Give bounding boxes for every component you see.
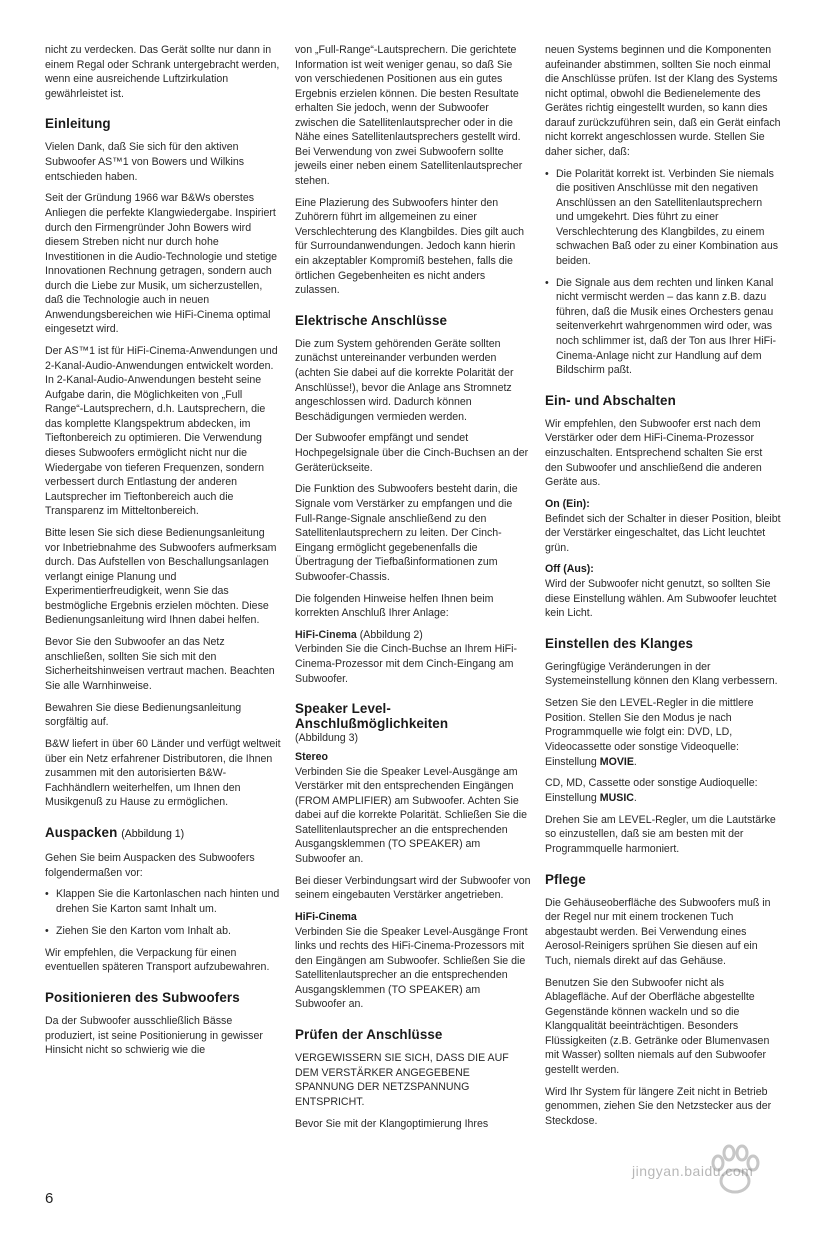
mode-movie: MOVIE — [599, 755, 634, 768]
list-item: • Die Polarität korrekt ist. Verbinden Sie niemals die positiven Anschlüsse mit den negativen Anschlüssen an den Satellitenlautsprechern und umgekehrt. Dies führt zu einer Verschlechterung des Klangbildes, zu einem schwachen Baß oder zu einer Kombination aus beiden. — [545, 167, 781, 269]
subheading-label: HiFi-Cinema — [295, 628, 357, 641]
heading-auspacken — [45, 825, 281, 842]
paragraph: Bevor Sie mit der Klangoptimierung Ihres — [295, 1117, 489, 1130]
paragraph — [545, 776, 781, 805]
paragraph: Verbinden Sie die Speaker Level-Ausgänge Front links und rechts des HiFi-Cinema-Prozessors mit den Eingängen am Subwoofer. Schließen Sie die Satellitenlautsprecher an die entsprechenden Ausgangsklemmen (TO SPEAKER) am Subwoofer an. — [295, 925, 528, 1011]
text: Setzen Sie den LEVEL-Regler in die mittlere Position. Stellen Sie den Modus je nach Programmquelle wie folgt ein: DVD, LD, Videocassette oder sonstige Videoquelle: Einstellung — [545, 697, 754, 768]
paragraph: Wir empfehlen, die Verpackung für einen eventuellen späteren Transport aufzubewahren. — [45, 946, 270, 974]
column-1 — [45, 43, 281, 1065]
paragraph: Bewahren Sie diese Bedienungsanleitung sorgfältig auf. — [45, 701, 242, 729]
heading-pflege: Pflege — [545, 871, 586, 887]
paragraph: nicht zu verdecken. Das Gerät sollte nur dann in einem Regal oder Schrank untergebracht werden, wenn eine ausreichende Luftzirkulation gewährleistet ist. — [45, 44, 280, 100]
subheading-hifi-cinema: HiFi-Cinema — [295, 911, 357, 924]
paragraph: von „Full-Range“-Lautsprechern. Die gerichtete Information ist weit weniger genau, so daß Sie von verschiedenen Positionen aus ein gutes Ergebnis erzielen können. Die besten Resultate erhalten Sie jedoch, wenn der Subwoofer zwischen die Satellitenlautsprecher oder in die Nähe eines Satellitenlautsprechers gestellt wird. Bei Verwendung von zwei Subwoofern sollte jeweils einer neben einem Satellitenlautsprecher stehen. — [295, 44, 523, 187]
paragraph: Wird Ihr System für längere Zeit nicht in Betrieb genommen, ziehen Sie den Netzstecker aus der Steckdose. — [545, 1085, 772, 1127]
paragraph: Bei dieser Verbindungsart wird der Subwoofer von seinem eingebauten Verstärker angetrieben. — [295, 874, 531, 902]
bullet-list — [45, 887, 281, 938]
paragraph: Seit der Gründung 1966 war B&Ws oberstes Anliegen die perfekte Klangwiedergabe. Inspiriert durch den Firmengründer John Bowers wird diesem Streben nicht nur durch hohe Investitionen in die Audio-Technologie und stetige Innovationen Rechnung getragen, sondern auch durch die Liebe zur Musik, um sicherzustellen, daß die Technologie auch in neuen Anwendungsbereichen wie HiFi-Cinema optimal eingesetzt wird. — [45, 192, 278, 336]
watermark-text: jingyan.baidu.com — [632, 1163, 754, 1179]
paragraph: Verbinden Sie die Cinch-Buchse an Ihrem HiFi-Cinema-Prozessor mit dem Cinch-Eingang am Subwoofer. — [295, 643, 517, 685]
heading-positionieren: Positionieren des Subwoofers — [45, 990, 240, 1006]
bullet-list — [545, 167, 781, 378]
figure-ref: (Abbildung 2) — [359, 628, 423, 641]
text: CD, MD, Cassette oder sonstige Audioquelle: Einstellung — [545, 777, 758, 804]
list-item: • Die Signale aus dem rechten und linken Kanal nicht vermischt werden – das kann z.B. dazu führen, daß die Musik eines Orchesters genau seitenverkehrt wahrgenommen wird oder, was noch schlimmer ist, daß der Ton aus Ihrer HiFi-Cinema-Anlage nicht zur Handlung auf dem Bildschirm paßt. — [545, 276, 781, 378]
text: . — [633, 755, 637, 768]
figure-ref: (Abbildung 3) — [295, 732, 359, 745]
subheading-on: On (Ein): — [545, 497, 590, 510]
paragraph: Die zum System gehörenden Geräte sollten zunächst untereinander verbunden werden (achten Sie dabei auf die korrekte Polarität der Anschlüsse!), bevor die Anlage ans Stromnetz angeschlossen wird. Dadurch können Beschädigungen vermieden werden. — [295, 337, 514, 423]
paragraph: Die Funktion des Subwoofers besteht darin, die Signale vom Verstärker zu empfangen und die Full-Range-Signale anschließend zu den Satellitenlautsprechern zu leiten. Der Cinch-Eingang ermöglicht gegebenenfalls die Übertragung der Tiefbaßinformationen zum Subwoofer-Chassis. — [295, 483, 518, 583]
paragraph — [545, 696, 781, 769]
paragraph: Wird der Subwoofer nicht genutzt, so sollten Sie diese Einstellung wählen. Am Subwoofer leuchtet kein Licht. — [545, 577, 777, 620]
text: . — [633, 791, 637, 804]
column-3 — [545, 43, 781, 1136]
page-number: 6 — [45, 1190, 54, 1207]
paragraph: Eine Plazierung des Subwoofers hinter den Zuhörern führt im allgemeinen zu einer Verschlechterung des Klangbildes. Dies gilt auch für Surroundanwendungen. Jedoch kann hierin ein akzeptabler Kompromiß bestehen, falls die örtlichen Gegebenheiten es nicht anders zulassen. — [295, 196, 525, 297]
heading-text: Auspacken — [45, 825, 118, 841]
paragraph: neuen Systems beginnen und die Komponenten aufeinander abstimmen, sollten Sie noch einmal die Anschlüsse prüfen. Ist der Klang des Systems nicht optimal, obwohl die Bedienelemente des Gerätes richtig eingestellt wurden, so kann dies darauf zurückzuführen sein, daß ein Gerät einfach nicht korrekt angeschlossen wurde. Stellen Sie daher sicher, daß: — [545, 44, 781, 158]
figure-ref: (Abbildung 1) — [121, 828, 185, 841]
subheading-off: Off (Aus): — [545, 563, 594, 576]
paragraph: Gehen Sie beim Auspacken des Subwoofers folgendermaßen vor: — [45, 852, 255, 879]
column-2 — [295, 43, 531, 1138]
heading-elektrische-anschluesse: Elektrische Anschlüsse — [295, 312, 448, 328]
list-item: • Ziehen Sie den Karton vom Inhalt ab. — [45, 924, 281, 939]
paragraph: Bitte lesen Sie sich diese Bedienungsanleitung vor Inbetriebnahme des Subwoofers aufmerksam durch. Das Aufstellen von Beschallungsanlagen verlangt einige Planung und Experimentierfreudigkeit, wenn Sie das bestmögliche Ergebnis erzielen möchten. Diese Bedienungsanleitung wird Ihnen dabei helfen. — [45, 527, 277, 627]
heading-pruefen: Prüfen der Anschlüsse — [295, 1027, 443, 1043]
paragraph: Benutzen Sie den Subwoofer nicht als Ablagefläche. Auf der Oberfläche abgestellte Gegenstände können wackeln und so die Klangqualität beeinträchtigen. Besonders Flüssigkeiten (z.B. Getränke oder Blumenvasen mit Wasser) sollten niemals auf den Subwoofer gestellt werden. — [545, 976, 770, 1076]
paragraph: Der Subwoofer empfängt und sendet Hochpegelsignale über die Cinch-Buchsen an der Geräterückseite. — [295, 432, 529, 474]
paragraph: Vielen Dank, daß Sie sich für den aktiven Subwoofer AS™1 von Bowers und Wilkins entschieden haben. — [45, 141, 245, 183]
paragraph: B&W liefert in über 60 Länder und verfügt weltweit über ein Netz erfahrener Distributoren, die Ihnen zusammen mit den autorisierten B&W-Fachhändlern weiterhelfen, um Ihnen den Musikgenuß zu Hause zu ermöglichen. — [45, 738, 281, 809]
subheading-hifi-cinema — [295, 628, 531, 643]
heading-einleitung: Einleitung — [45, 116, 111, 132]
heading-klang: Einstellen des Klanges — [545, 635, 694, 651]
paragraph: Drehen Sie am LEVEL-Regler, um die Lautstärke so einzustellen, daß sie am besten mit der Programmquelle harmoniert. — [545, 813, 776, 855]
paragraph: Verbinden Sie die Speaker Level-Ausgänge am Verstärker mit den entsprechenden Eingängen (FROM AMPLIFIER) am Subwoofer. Achten Sie dabei auf die korrekte Polarität. Schließen Sie die Satellitenlautsprecher an die entsprechenden Ausgangsklemmen (TO SPEAKER) am Subwoofer an. — [295, 765, 528, 865]
list-item: • Klappen Sie die Kartonlaschen nach hinten und drehen Sie Karton samt Inhalt um. — [45, 887, 281, 916]
paragraph: Die folgenden Hinweise helfen Ihnen beim korrekten Anschluß Ihrer Anlage: — [295, 592, 494, 620]
paragraph: Geringfügige Veränderungen in der Systemeinstellung können den Klang verbessern. — [545, 660, 778, 688]
paragraph: Bevor Sie den Subwoofer an das Netz anschließen, sollten Sie sich mit den Sicherheitshinweisen vertraut machen. Beachten Sie alle Warnhinweise. — [45, 636, 275, 692]
paragraph: Der AS™1 ist für HiFi-Cinema-Anwendungen und 2-Kanal-Audio-Anwendungen entwickelt worden. In 2-Kanal-Audio-Anwendungen besteht seine Aufgabe darin, die Möglichkeiten von „Full Range“-Lautsprechern, d.h. Lautsprechern, die das komplette Klangspektrum abdecken, im Tieftonbereich zu optimieren. Die Verwendung dieses Subwoofers ermöglicht nicht nur die Wiedergabe von tieferen Frequenzen, sondern verbessert durch Entlastung der anderen Lautsprecher im Tieftonbereich auch die Transparenz im Mitteltonbereich. — [45, 345, 278, 518]
subheading-stereo: Stereo — [295, 750, 328, 763]
paragraph: Die Gehäuseoberfläche des Subwoofers muß in der Regel nur mit einem trockenen Tuch abgestaubt werden. Bei Verwendung eines Aerosol-Reinigers sprühen Sie diesen auf ein Tuch, niemals direkt auf das Gehäuse. — [545, 896, 771, 967]
paragraph: Wir empfehlen, den Subwoofer erst nach dem Verstärker oder dem HiFi-Cinema-Prozessor einzuschalten. Entsprechend schalten Sie erst den Subwoofer und anschließend die anderen Geräte aus. — [545, 417, 763, 489]
heading-ein-abschalten: Ein- und Abschalten — [545, 392, 676, 408]
paragraph: VERGEWISSERN SIE SICH, DASS DIE AUF DEM VERSTÄRKER ANGEGEBENE SPANNUNG DER NETZSPANNUNG ENTSPRICHT. — [295, 1052, 509, 1108]
heading-speaker-level: Speaker Level-Anschlußmöglichkeiten — [295, 701, 449, 732]
paragraph: Befindet sich der Schalter in dieser Position, bleibt der Verstärker eingeschaltet, das Licht leuchtet grün. — [545, 512, 781, 554]
mode-music: MUSIC — [599, 791, 634, 804]
paragraph: Da der Subwoofer ausschließlich Bässe produziert, ist seine Positionierung in gewisser Hinsicht nicht so schwierig wie die — [45, 1015, 263, 1057]
